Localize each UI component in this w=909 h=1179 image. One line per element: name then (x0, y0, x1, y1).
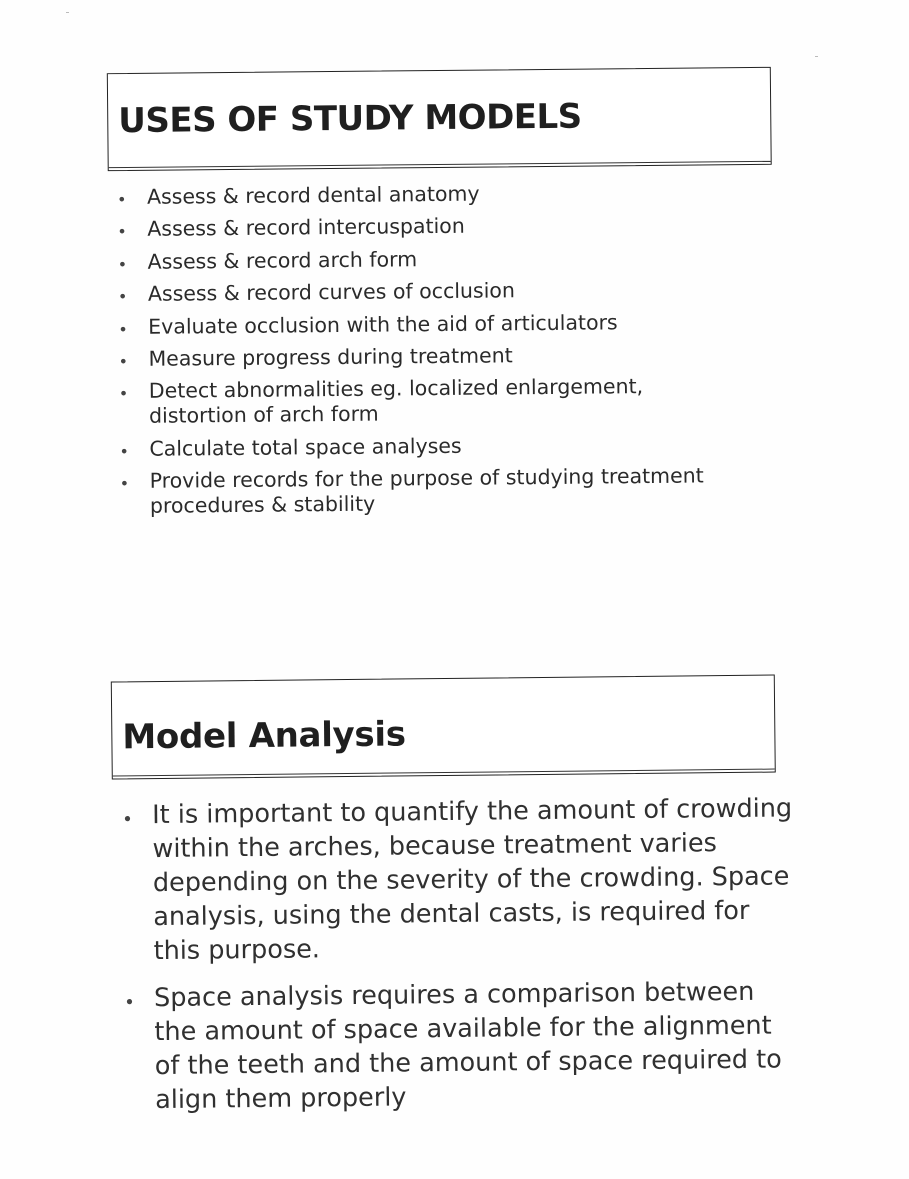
list-item (120, 463, 760, 519)
bullet-list (122, 791, 795, 1130)
list-item-text: Measure progress during treatment (148, 343, 513, 371)
slide-title-box (107, 67, 772, 171)
bullet-icon: • (122, 809, 133, 831)
bullet-icon: • (116, 190, 127, 210)
bullet-icon: • (117, 287, 128, 307)
list-item (119, 374, 669, 429)
bullet-icon: • (117, 222, 127, 242)
bullet-icon: • (119, 441, 129, 461)
list-item (118, 276, 778, 307)
list-item (124, 974, 795, 1117)
bullet-icon: • (124, 992, 135, 1014)
list-item-text: Assess & record curves of occlusion (147, 278, 515, 306)
list-item (119, 430, 779, 461)
bullet-icon: • (117, 254, 128, 274)
slide-model-analysis (0, 655, 905, 1164)
list-item-text: Space analysis requires a comparison between the amount of space available for the alignment of the teeth and the amount of space required to align them properly (153, 976, 782, 1116)
slide-title: Model Analysis (122, 714, 406, 758)
slide-title-box (111, 675, 776, 780)
list-item-text: Provide records for the purpose of studying treatment procedures & stability (149, 463, 704, 518)
list-item-text: Assess & record intercuspation (147, 214, 465, 242)
bullet-icon: • (118, 319, 128, 339)
list-item-text: Assess & record arch form (147, 246, 418, 274)
list-item-text: Calculate total space analyses (149, 433, 462, 461)
list-item-text: Assess & record dental anatomy (146, 181, 480, 209)
list-item-text: Evaluate occlusion with the aid of articulators (148, 309, 618, 339)
list-item (118, 244, 778, 275)
list-item-text: Detect abnormalities eg. localized enlargement, distortion of arch form (148, 374, 644, 429)
list-item (117, 211, 777, 242)
bullet-list (117, 179, 780, 527)
slide-title: USES OF STUDY MODELS (118, 96, 582, 142)
bullet-icon: • (118, 384, 129, 404)
list-item (122, 791, 794, 968)
list-item (118, 308, 778, 339)
list-item-text: It is important to quantify the amount of crowding within the arches, because treatment varies depending on the severity of the crowding. Space analysis, using the dental casts, is required for this purpose. (152, 793, 793, 967)
bullet-icon: • (118, 351, 129, 372)
list-item (117, 179, 777, 210)
slide-uses-of-study-models (0, 0, 909, 564)
bullet-icon: • (119, 474, 130, 494)
list-item (118, 341, 778, 372)
